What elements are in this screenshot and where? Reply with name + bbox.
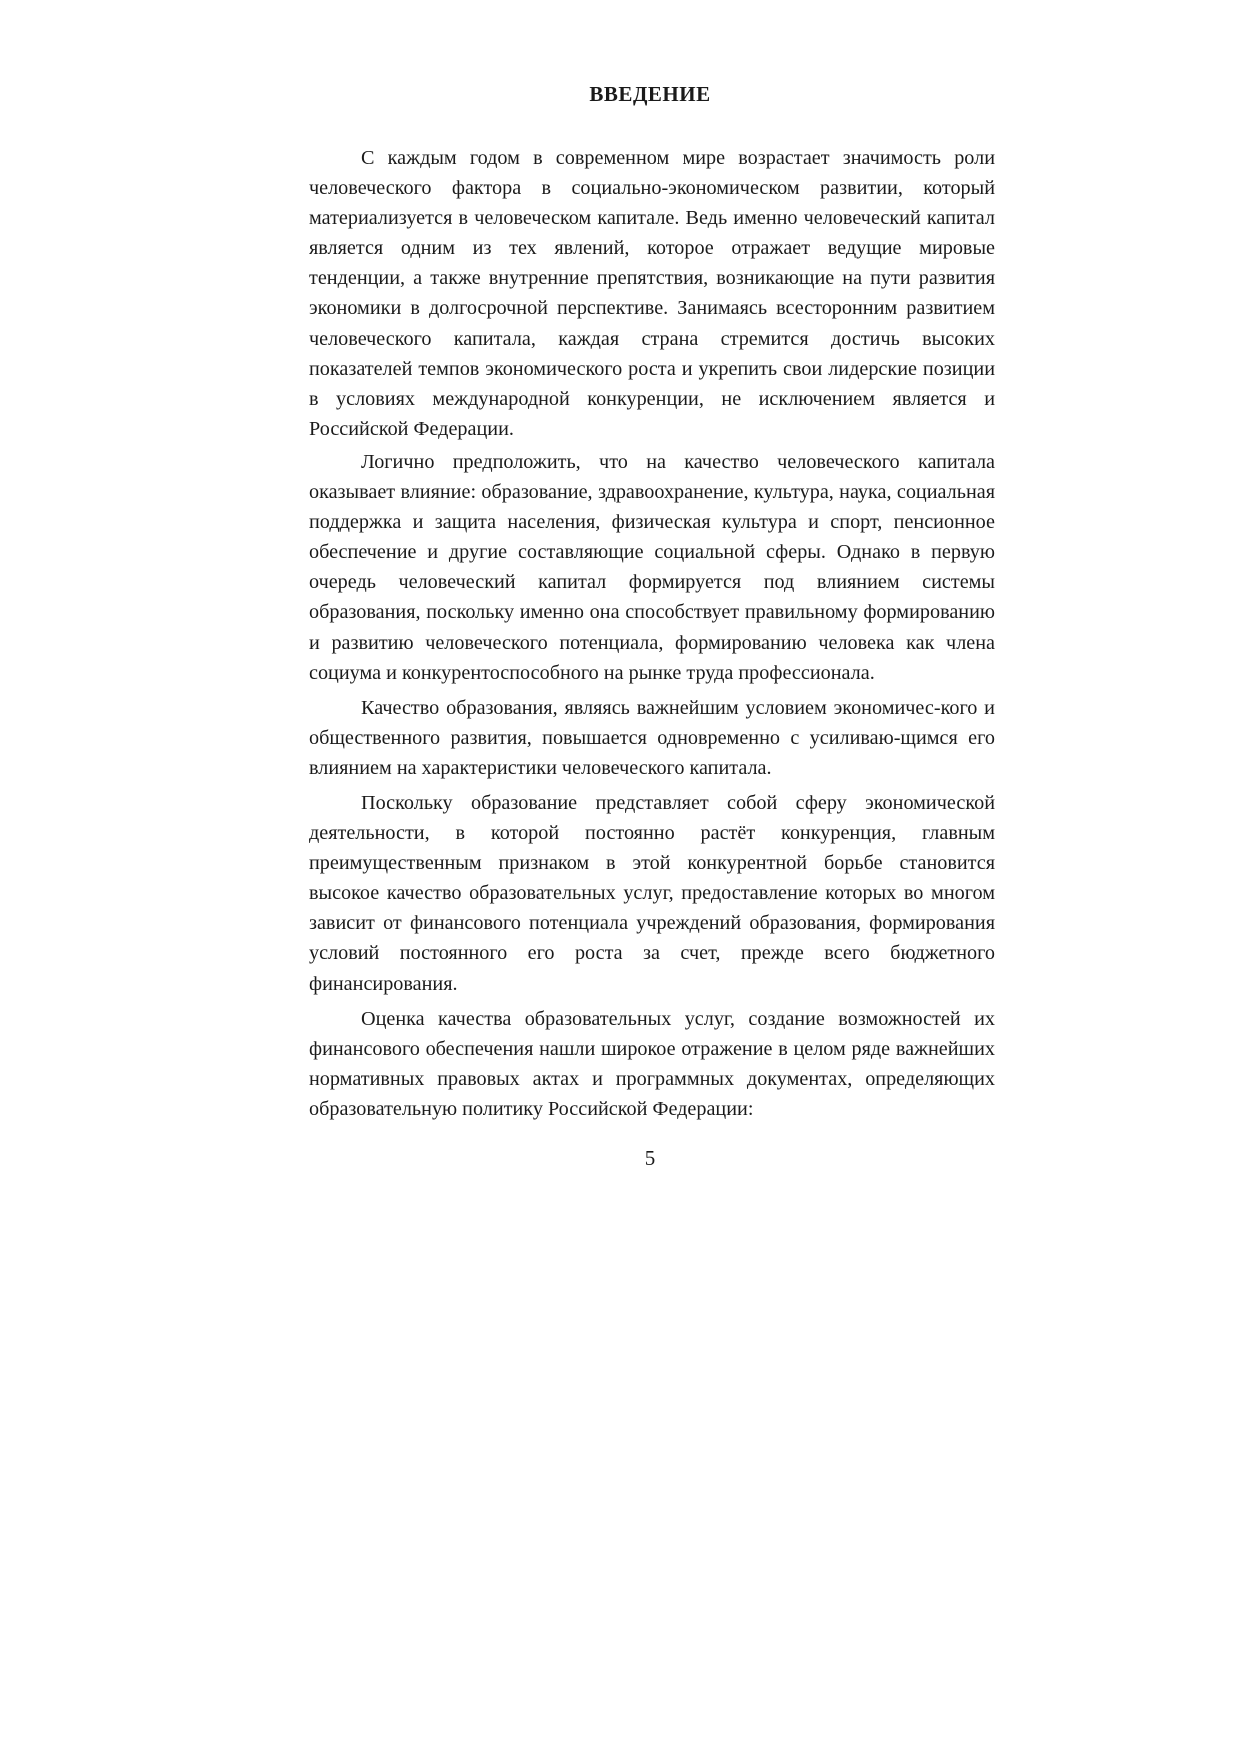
paragraph: Поскольку образование представляет собой сферу экономической деятельности, в которой постоянно растёт конкуренция, главным преимущественным признаком в этой конкурентной борьбе становится высокое качество образовательных услуг, предоставление которых во многом зависит от финансового потенциала учреждений образования, формирования условий постоянного его роста за счет, прежде всего бюджетного финансирования.	[309, 791, 995, 995]
paragraph: С каждым годом в современном мире возрастает значимость роли человеческого фактора в социально-экономическом развитии, который материализуется в человеческом капитале. Ведь именно человеческий капитал является одним из тех явлений, которое отражает ведущие мировые тенденции, а также внутренние препятствия, возникающие на пути развития экономики в долгосрочной перспективе. Занимаясь всесторонним развитием человеческого капитала, каждая страна стремится достичь высоких показателей темпов экономического роста и укрепить свои лидерские позиции в условиях международной конкуренции, не исключением является и Российской Федерации.	[309, 147, 995, 440]
paragraph: Оценка качества образовательных услуг, создание возможностей их финансового обеспечения нашли широкое отражение в целом ряде важнейших нормативных правовых актах и программных документах, определяющих образовательную политику Российской Федерации:	[309, 1007, 995, 1120]
paragraph: Качество образования, являясь важнейшим условием экономичес-кого и общественного развития, повышается одновременно с усиливаю-щимся его влиянием на характеристики человеческого капитала.	[309, 696, 995, 779]
page-number: 5	[644, 1146, 656, 1170]
body-text	[309, 143, 995, 1124]
paragraph: Логично предположить, что на качество человеческого капитала оказывает влияние: образование, здравоохранение, культура, наука, социальная поддержка и защита населения, физическая культура и спорт, пенсионное обеспечение и другие составляющие социальной сферы. Однако в первую очередь человеческий капитал формируется под влиянием системы образования, поскольку именно она способствует правильному формированию и развитию человеческого потенциала, формированию человека как члена социума и конкурентоспособного на рынке труда профессионала.	[309, 450, 995, 684]
page-title: ВВЕДЕНИЕ	[589, 82, 711, 106]
